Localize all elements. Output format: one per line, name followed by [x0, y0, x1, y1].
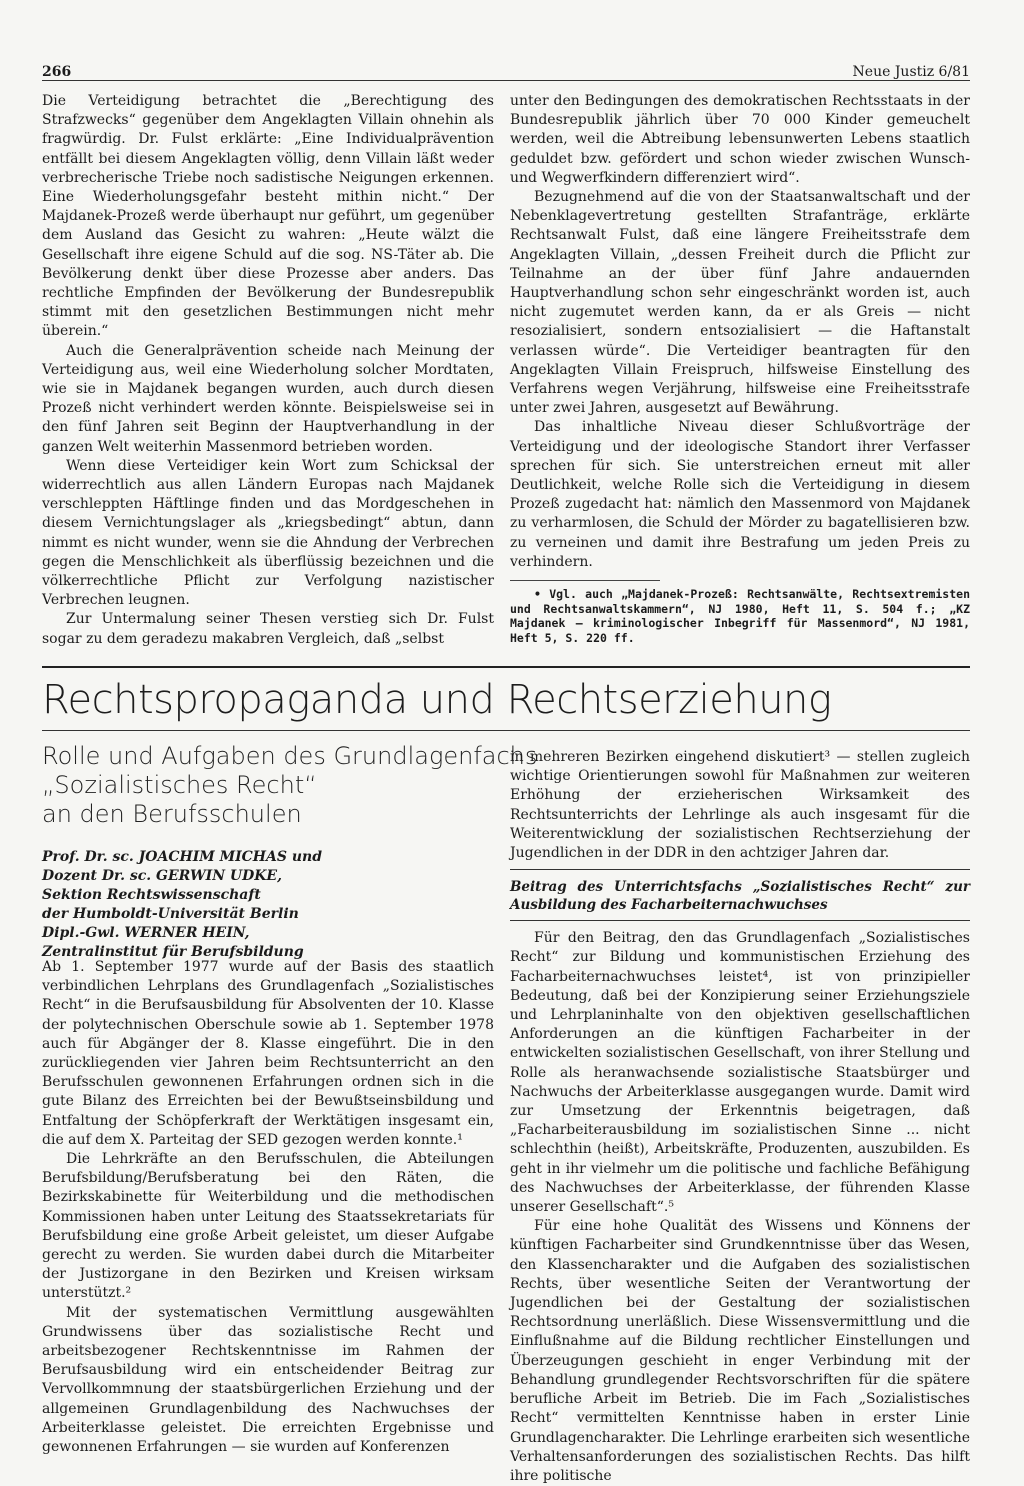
- article-right-column: [510, 748, 970, 1486]
- subheading-rule: [510, 869, 970, 870]
- author-line: der Humboldt-Universität Berlin: [42, 906, 299, 922]
- paragraph: Für eine hohe Qualität des Wissens und Könnens der künftigen Facharbeiter sind Grundkenntnisse über das Wesen, den Klassencharakter und die Aufgaben des sozialistischen Rechts, über wesentliche Seiten der Verantwortung der Jugendlichen bei der Gestaltung der sozialistischen Rechtsordnung unerläßlich. Diese Wissensvermittlung und die Einflußnahme auf die Bildung rechtlicher Einstellungen und Überzeugungen geschieht in enger Verbindung mit der Behandlung grundlegender Rechtsvorschriften für die spätere berufliche Arbeit im Betrieb. Die im Fach „Sozialistisches Recht“ vermittelten Kenntnisse haben in erster Linie Grundlagencharakter. Die Lehrlinge erarbeiten sich wesentliche Verhaltensanforderungen des sozialistischen Rechts. Das hilft ihre politische: [510, 1218, 970, 1484]
- author-line: Zentralinstitut für Berufsbildung: [42, 944, 304, 960]
- article-title-line: Rolle und Aufgaben des Grundlagenfachs: [42, 742, 538, 770]
- article-authors: [42, 848, 494, 962]
- paragraph: Die Verteidigung betrachtet die „Berechtigung des Strafzwecks“ gegenüber dem Angeklagten Villain ohnehin als fragwürdig. Dr. Fulst erklärte: „Eine Individualprävention entfällt bei diesem Angeklagten völlig, denn Villain läßt weder verbrecherische Triebe noch sadistische Neigungen erkennen. Eine Wiederholungsgefahr besteht mithin nicht.“ Der Majdanek-Prozeß werde überhaupt nur geführt, um gegenüber dem Ausland das Gesicht zu wahren: „Heute wälzt die Gesellschaft ihre eigene Schuld auf die sog. NS-Täter ab. Die Bevölkerung denkt über diese Prozesse aber anders. Das rechtliche Empfinden der Bevölkerung der Bundesrepublik stimmt mit den gesetzlichen Bestimmungen nicht mehr überein.“: [42, 93, 494, 340]
- footnote: • Vgl. auch „Majdanek-Prozeß: Rechtsanwälte, Rechtsextremisten und Rechtsanwaltskammern“, NJ 1980, Heft 11, S. 504 f.; „KZ Majdanek — kriminologischer Inbegriff für Massenmord“, NJ 1981, Heft 5, S. 220 ff.: [510, 587, 970, 645]
- paragraph: Zur Untermalung seiner Thesen verstieg sich Dr. Fulst sogar zu dem geradezu makabren Vergleich, daß „selbst: [42, 611, 494, 647]
- subheading: Beitrag des Unterrichtsfachs „Sozialistisches Recht“ zur Ausbildung des Facharbeiternachwuchses: [510, 879, 970, 914]
- footnote-divider: [510, 580, 660, 587]
- paragraph: Für den Beitrag, den das Grundlagenfach „Sozialistisches Recht“ zur Bildung und kommunistischen Erziehung des Facharbeiternachwuchses leistet⁴, ist von prinzipieller Bedeutung, daß bei der Konzipierung seiner Erziehungsziele und Lehrplaninhalte von den objektiven gesellschaftlichen Anforderungen an die künftigen Facharbeiter in der entwickelten sozialistischen Gesellschaft, von ihrer Stellung und Rolle als heranwachsende sozialistische Staatsbürger und Nachwuchs der Arbeiterklasse ausgegangen wurde. Damit wird zur Umsetzung der Erkenntnis beigetragen, daß „Facharbeiterausbildung im sozialistischen Sinne ... nicht schlechthin (heißt), Arbeitskräfte, Produzenten, auszubilden. Es geht in ihr vielmehr um die politische und fachliche Befähigung des Nachwuchses der Arbeiterklasse, der führenden Klasse unserer Gesellschaft“.⁵: [510, 930, 971, 1216]
- header-rule: [42, 80, 970, 81]
- page-number: 266: [42, 64, 72, 80]
- top-right-column: [510, 92, 970, 645]
- paragraph: Mit der systematischen Vermittlung ausgewählten Grundwissens über das sozialistische Recht und arbeitsbezogener Rechtskenntnisse im Rahmen der Berufsausbildung wird ein entscheidender Beitrag zur Vervollkommnung der staatsbürgerlichen Erziehung und der allgemeinen Grundlagenbildung des Nachwuchses der Arbeiterklasse geleistet. Die erreichten Ergebnisse und gewonnenen Erfahrungen — sie wurden auf Konferenzen: [42, 1304, 494, 1456]
- paragraph: in mehreren Bezirken eingehend diskutiert³ — stellen zugleich wichtige Orientierungen sowohl für Maßnahmen zur weiteren Erhöhung der erzieherischen Wirksamkeit des Rechtsunterrichts der Lehrlinge als auch insgesamt für die Weiterentwicklung der sozialistischen Rechtserziehung der Jugendlichen in der DDR in den achtziger Jahren dar.: [510, 749, 970, 862]
- author-line: Sektion Rechtswissenschaft: [42, 887, 261, 903]
- paragraph: Das inhaltliche Niveau dieser Schlußvorträge der Verteidigung und der ideologische Standort ihrer Verfasser sprechen für sich. Sie unterstreichen erneut mit aller Deutlichkeit, welche Rolle sich die Verteidigung in diesem Prozeß zugedacht hat: nämlich den Massenmord von Majdanek zu verharmlosen, die Schuld der Mörder zu bagatellisieren bzw. zu verneinen und damit ihre Bestrafung um jeden Preis zu verhindern.: [510, 419, 970, 570]
- paragraph: Die Lehrkräfte an den Berufsschulen, die Abteilungen Berufsbildung/Berufsberatung bei den Räten, die Bezirkskabinette für Weiterbildung und die methodischen Kommissionen haben unter Leitung des Staatssekretariats für Berufsbildung eine große Arbeit geleistet, um dieser Aufgabe gerecht zu werden. Sie wurden dabei durch die Mitarbeiter der Justizorgane in den Bezirken und Kreisen wirksam unterstützt.²: [42, 1151, 494, 1302]
- paragraph: unter den Bedingungen des demokratischen Rechtsstaats in der Bundesrepublik jährlich über 70 000 Kinder gemeuchelt werden, weil die Abtreibung lebensunwerten Lebens staatlich geduldet bzw. gefördert und schon wieder zwischen Wunsch- und Wegwerfkindern differenziert wird“.: [510, 93, 970, 186]
- top-left-column: [42, 92, 494, 649]
- subheading-rule: [510, 920, 970, 921]
- section-title-rule: [42, 730, 970, 731]
- paragraph: Wenn diese Verteidiger kein Wort zum Schicksal der widerrechtlich aus allen Ländern Europas nach Majdanek verschleppten Häftlinge finden und das Mordgeschehen in diesem Vernichtungslager als „kriegsbedingt“ abtun, dann nimmt es nicht wunder, wenn sie die Ahndung der Verbrechen gegen die Menschlichkeit als überflüssig bezeichnen und die völkerrechtliche Pflicht zur Verfolgung nazistischer Verbrechen leugnen.: [42, 457, 494, 609]
- section-title: Rechtspropaganda und Rechtserziehung: [42, 677, 832, 723]
- article-title: [42, 742, 538, 829]
- article-title-line: „Sozialistisches Recht“: [42, 771, 317, 799]
- article-title-line: an den Berufsschulen: [42, 800, 302, 828]
- author-line: Prof. Dr. sc. JOACHIM MICHAS und: [42, 849, 323, 865]
- page-header: [42, 58, 970, 80]
- author-line: Dipl.-Gwl. WERNER HEIN,: [42, 925, 250, 941]
- paragraph: Bezugnehmend auf die von der Staatsanwaltschaft und der Nebenklagevertretung gestellten Strafanträge, erklärte Rechtsanwalt Fulst, daß eine längere Freiheitsstrafe dem Angeklagten Villain, „dessen Freiheit durch die Pflicht zur Teilnahme an der über fünf Jahre andauernden Hauptverhandlung schon sehr eingeschränkt worden ist, auch nicht zugemutet werden kann, da er als Greis — nicht resozialisiert, sondern entsozialisiert — die Haftanstalt verlassen würde“. Die Verteidiger beantragten für den Angeklagten Villain Freispruch, hilfsweise Einstellung des Verfahrens wegen Verjährung, hilfsweise eine Freiheitsstrafe unter zwei Jahren, ausgesetzt auf Bewährung.: [510, 189, 970, 417]
- paragraph: Auch die Generalprävention scheide nach Meinung der Verteidigung aus, weil eine Wiederholung solcher Mordtaten, wie sie in Majdanek begangen wurden, auch durch diesen Prozeß nicht verhindert werden könnte. Beispielsweise sei in den fünf Jahren seit Beginn der Hauptverhandlung in der ganzen Welt weiterhin Massenmord betrieben worden.: [42, 342, 494, 455]
- paragraph: Ab 1. September 1977 wurde auf der Basis des staatlich verbindlichen Lehrplans des Grundlagenfach „Sozialistisches Recht“ in die Berufsausbildung für Absolventen der 10. Klasse der polytechnischen Oberschule sowie ab 1. September 1978 auch für Abgänger der 8. Klasse eingeführt. Die in den zurückliegenden vier Jahren beim Rechtsunterricht an den Berufsschulen gewonnenen Erfahrungen ordnen sich in die gute Bilanz des Erreichten bei der Bewußtseinsbildung und Entfaltung der Schöpferkraft der Werktätigen insgesamt ein, die auf dem X. Parteitag der SED gezogen werden konnte.¹: [42, 959, 494, 1148]
- journal-issue: Neue Justiz 6/81: [852, 64, 970, 80]
- author-line: Dozent Dr. sc. GERWIN UDKE,: [42, 868, 282, 884]
- article-left-column: [42, 958, 494, 1457]
- section-separator: [42, 666, 970, 668]
